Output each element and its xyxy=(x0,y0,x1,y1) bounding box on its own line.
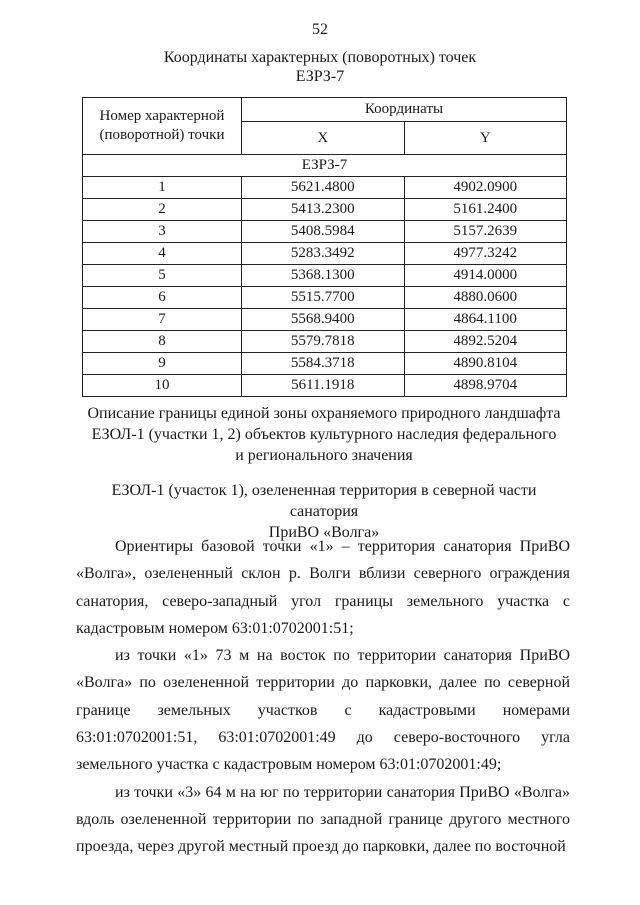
cell-x: 5568.9400 xyxy=(242,309,405,331)
description-line2: ЕЗОЛ-1 (участки 1, 2) объектов культурного наследия федерального xyxy=(91,426,557,443)
table-title-line2: ЕЗРЗ-7 xyxy=(295,68,345,85)
header-x: X xyxy=(242,122,405,155)
cell-point: 4 xyxy=(83,243,242,265)
subtitle-line2: ПриВО «Волга» xyxy=(268,524,380,541)
cell-x: 5579.7818 xyxy=(242,331,405,353)
cell-x: 5611.1918 xyxy=(242,375,405,397)
table-row xyxy=(83,287,567,309)
cell-x: 5515.7700 xyxy=(242,287,405,309)
cell-x: 5408.5984 xyxy=(242,221,405,243)
coordinates-table xyxy=(82,97,567,397)
cell-y: 4902.0900 xyxy=(404,177,567,199)
paragraph: из точки «3» 64 м на юг по территории санатория ПриВО «Волга» вдоль озелененной территории по западной границе другого местного проезда, через другой местный проезд до парковки, далее по восточной xyxy=(76,783,570,856)
subtitle-line1: ЕЗОЛ-1 (участок 1), озелененная территория в северной части санатория xyxy=(111,482,537,520)
cell-x: 5368.1300 xyxy=(242,265,405,287)
header-point-line1: Номер характерной xyxy=(99,108,225,124)
page-number: 52 xyxy=(312,21,328,38)
cell-y: 5157.2639 xyxy=(404,221,567,243)
cell-point: 1 xyxy=(83,177,242,199)
table-row xyxy=(83,221,567,243)
cell-y: 5161.2400 xyxy=(404,199,567,221)
table-row xyxy=(83,309,567,331)
cell-y: 4890.8104 xyxy=(404,353,567,375)
cell-point: 6 xyxy=(83,287,242,309)
table-row xyxy=(83,199,567,221)
cell-point: 7 xyxy=(83,309,242,331)
header-coordinates: Координаты xyxy=(242,98,567,122)
table-title xyxy=(0,48,640,86)
paragraph: из точки «1» 73 м на восток по территории санатория ПриВО «Волга» по озелененной территории до парковки, далее по северной границе земельных участков с кадастровыми номерами 63:01:0702001:51, 63:01:0702001:49 до северо-восточного угла земельного участка с кадастровым номером 63:01:0702001:49; xyxy=(76,647,570,774)
header-y: Y xyxy=(404,122,567,155)
cell-x: 5621.4800 xyxy=(242,177,405,199)
cell-point: 10 xyxy=(83,375,242,397)
cell-y: 4892.5204 xyxy=(404,331,567,353)
body-text xyxy=(76,533,570,861)
header-point-line2: (поворотной) точки xyxy=(99,127,225,143)
description-line1: Описание границы единой зоны охраняемого природного ландшафта xyxy=(87,405,561,422)
zone-description-heading xyxy=(80,403,568,466)
header-point-number xyxy=(83,98,242,155)
cell-y: 4898.9704 xyxy=(404,375,567,397)
cell-x: 5413.2300 xyxy=(242,199,405,221)
table-row xyxy=(83,265,567,287)
cell-point: 9 xyxy=(83,353,242,375)
table-row xyxy=(83,177,567,199)
section-row: ЕЗРЗ-7 xyxy=(83,155,567,177)
paragraph: Ориентиры базовой точки «1» – территория санатория ПриВО «Волга», озелененный склон р. Волги вблизи северного ограждения санатория, северо-западный угол границы земельного участка с кадастровым номером 63:01:0702001:51; xyxy=(76,538,570,637)
table-row xyxy=(83,331,567,353)
cell-point: 3 xyxy=(83,221,242,243)
table-row xyxy=(83,375,567,397)
cell-x: 5283.3492 xyxy=(242,243,405,265)
description-line3: и регионального значения xyxy=(235,447,413,464)
table-title-line1: Координаты характерных (поворотных) точек xyxy=(163,49,477,66)
cell-y: 4864.1100 xyxy=(404,309,567,331)
table-row xyxy=(83,353,567,375)
cell-point: 2 xyxy=(83,199,242,221)
cell-y: 4880.0600 xyxy=(404,287,567,309)
cell-x: 5584.3718 xyxy=(242,353,405,375)
table-row xyxy=(83,243,567,265)
cell-y: 4914.0000 xyxy=(404,265,567,287)
cell-point: 8 xyxy=(83,331,242,353)
cell-point: 5 xyxy=(83,265,242,287)
cell-y: 4977.3242 xyxy=(404,243,567,265)
